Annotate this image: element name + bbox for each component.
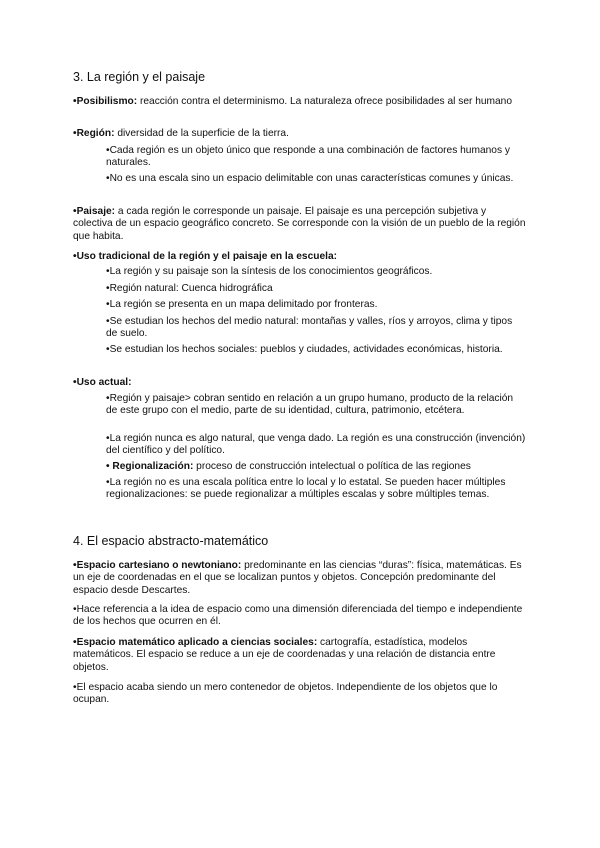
section-heading-region: 3. La región y el paisaje (73, 70, 206, 84)
text-paisaje: a cada región le corresponde un paisaje. El paisaje es una percepción subjetiva y colectiva de un espacio geográfico concreto. Se corresponde con la visión de un pueblo de la región que habita. (73, 206, 526, 242)
term-matematico: •Espacio matemático aplicado a ciencias sociales: (73, 637, 318, 648)
text-region: diversidad de la superficie de la tierra. (114, 128, 289, 139)
paragraph-uso-actual (73, 377, 528, 389)
paragraph-uso-tradicional (73, 251, 528, 263)
list-item: •Región y paisaje> cobran sentido en relación a un grupo humano, producto de la relación de este grupo con el medio, parte de su identidad, cultura, patrimonio, etcétera. (106, 393, 514, 417)
term-uso-tradicional: •Uso tradicional de la región y el paisaje en la escuela: (73, 251, 338, 262)
text-posibilismo: reacción contra el determinismo. La naturaleza ofrece posibilidades al ser humano (137, 96, 513, 107)
list-item: •La región nunca es algo natural, que venga dado. La región es una construcción (invención) del científico y del político. (106, 433, 526, 457)
term-uso-actual: •Uso actual: (73, 377, 132, 388)
term-regionalizacion: • Regionalización: (106, 461, 194, 472)
list-item: •La región y su paisaje son la síntesis de los conocimientos geográficos. (106, 266, 433, 277)
paragraph-posibilismo (73, 96, 528, 108)
list-item: •Se estudian los hechos sociales: pueblos y ciudades, actividades económicas, historia. (106, 344, 503, 355)
paragraph-cartesiano (73, 560, 528, 597)
list-item: •La región no es una escala política entre lo local y lo estatal. Se pueden hacer múltiples regionalizaciones: se puede regionalizar a múltiples escalas y sobre múltiples temas. (106, 477, 506, 501)
text-cartesiano: predominante en las ciencias “duras”: física, matemáticas. Es un eje de coordenadas en el que se localizan puntos y objetos. Concepción predominante del espacio desde Descartes. (73, 560, 522, 596)
paragraph-region (73, 128, 528, 140)
text-matematico: cartografía, estadística, modelos matemáticos. El espacio se reduce a un eje de coordenadas y una relación de distancia entre objetos. (73, 637, 496, 673)
section-heading-espacio: 4. El espacio abstracto-matemático (73, 534, 269, 548)
term-cartesiano: •Espacio cartesiano o newtoniano: (73, 560, 242, 571)
paragraph-matematico (73, 637, 528, 674)
list-item: •Cada región es un objeto único que responde a una combinación de factores humanos y naturales. (106, 145, 510, 169)
list-item: •Se estudian los hechos del medio natural: montañas y valles, ríos y arroyos, clima y tipos de suelo. (106, 316, 513, 340)
paragraph-paisaje (73, 206, 528, 243)
paragraph-contenedor: •El espacio acaba siendo un mero contenedor de objetos. Independiente de los objetos que lo ocupan. (73, 682, 498, 706)
list-item-regionalizacion (106, 461, 526, 473)
term-region: •Región: (73, 128, 115, 139)
term-paisaje: •Paisaje: (73, 206, 116, 217)
text-regionalizacion: proceso de construcción intelectual o política de las regiones (193, 461, 471, 472)
list-item: •La región se presenta en un mapa delimitado por fronteras. (106, 299, 378, 310)
list-item: •No es una escala sino un espacio delimitable con unas características comunes y únicas. (106, 173, 514, 184)
term-posibilismo: •Posibilismo: (73, 96, 138, 107)
list-item: •Región natural: Cuenca hidrográfica (106, 283, 273, 294)
paragraph-referencia: •Hace referencia a la idea de espacio como una dimensión diferenciada del tiempo e independiente de los hechos que ocurren en él. (73, 604, 523, 628)
